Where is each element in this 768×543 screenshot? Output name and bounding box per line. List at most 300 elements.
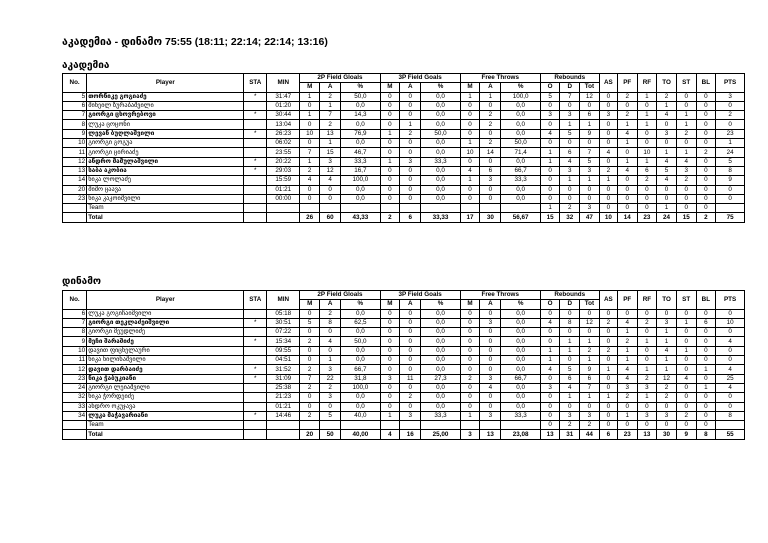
stat-o: 0 bbox=[540, 185, 560, 194]
header-2p-field-goals: 2P Field Gloals bbox=[300, 74, 380, 83]
stat-tot: 1 bbox=[580, 176, 600, 185]
header-no: No. bbox=[63, 291, 87, 310]
empty-cell bbox=[501, 421, 540, 430]
stat-as: 0 bbox=[599, 383, 617, 392]
stat-a3: 0 bbox=[400, 402, 421, 411]
player-name: ნიკა ჭორდეიძე bbox=[87, 393, 244, 402]
stat-d: 0 bbox=[560, 309, 580, 318]
stat-af: 0 bbox=[480, 356, 501, 365]
stat-st: 2 bbox=[676, 129, 696, 138]
total-a2: 50 bbox=[320, 430, 341, 439]
table-row bbox=[63, 166, 745, 175]
stat-o: 1 bbox=[540, 346, 560, 355]
stat-rf: 0 bbox=[637, 356, 657, 365]
stat-d: 3 bbox=[560, 111, 580, 120]
player-number: 7 bbox=[63, 111, 87, 120]
table-row bbox=[63, 148, 745, 157]
stat-tot: 9 bbox=[580, 129, 600, 138]
player-name: გიორგი მეუდლიძე bbox=[87, 328, 244, 337]
player-number: 20 bbox=[63, 185, 87, 194]
stat-pts: 4 bbox=[716, 365, 745, 374]
stat-p2: 76,9 bbox=[341, 129, 380, 138]
stat-pf: 4 bbox=[617, 365, 637, 374]
stat-st: 0 bbox=[676, 204, 696, 213]
stat-tot: 6 bbox=[580, 374, 600, 383]
stat-st: 1 bbox=[676, 120, 696, 129]
stat-st: 1 bbox=[676, 346, 696, 355]
stat-st: 0 bbox=[676, 356, 696, 365]
total-mf: 3 bbox=[460, 430, 480, 439]
total-pf_: 56,67 bbox=[501, 213, 540, 222]
stat-bl: 0 bbox=[696, 120, 716, 129]
stat-bl: 0 bbox=[696, 328, 716, 337]
stat-bl: 0 bbox=[696, 129, 716, 138]
total-pf: 14 bbox=[617, 213, 637, 222]
stat-pf: 1 bbox=[617, 120, 637, 129]
stat-p3: 0,0 bbox=[421, 101, 460, 110]
stat-mf: 0 bbox=[460, 318, 480, 327]
stat-m2: 0 bbox=[300, 393, 320, 402]
stat-a2: 15 bbox=[320, 148, 341, 157]
total-st: 9 bbox=[676, 430, 696, 439]
player-name: ლევან ბუღლაშვილი bbox=[87, 129, 244, 138]
stat-d: 0 bbox=[560, 101, 580, 110]
stat-a3: 0 bbox=[400, 346, 421, 355]
stat-pts: 23 bbox=[716, 129, 745, 138]
stat-bl: 0 bbox=[696, 157, 716, 166]
starter-mark: * bbox=[244, 166, 267, 175]
stat-m2: 0 bbox=[300, 328, 320, 337]
table-row bbox=[63, 111, 745, 120]
stat-as: 0 bbox=[599, 101, 617, 110]
stat-a3: 0 bbox=[400, 194, 421, 203]
stat-mf: 0 bbox=[460, 356, 480, 365]
table-row bbox=[63, 393, 745, 402]
header-sta: STA bbox=[244, 291, 267, 310]
stat-p2: 0,0 bbox=[341, 139, 380, 148]
header-as: AS bbox=[599, 291, 617, 310]
stat-p3: 0,0 bbox=[421, 365, 460, 374]
total-m2: 20 bbox=[300, 430, 320, 439]
stat-d: 0 bbox=[560, 328, 580, 337]
team-label: Team bbox=[87, 204, 244, 213]
stat-m3: 0 bbox=[380, 328, 400, 337]
table-row bbox=[63, 139, 745, 148]
stat-pts: 0 bbox=[716, 101, 745, 110]
stat-to: 4 bbox=[657, 346, 677, 355]
minutes: 01:21 bbox=[267, 402, 300, 411]
table-row bbox=[63, 411, 745, 420]
stat-o: 3 bbox=[540, 111, 560, 120]
stat-p3: 0,0 bbox=[421, 402, 460, 411]
stat-af: 0 bbox=[480, 194, 501, 203]
stat-as: 0 bbox=[599, 402, 617, 411]
stat-pf_: 66,7 bbox=[501, 166, 540, 175]
minutes: 01:20 bbox=[267, 101, 300, 110]
stat-bl: 0 bbox=[696, 346, 716, 355]
stat-a3: 0 bbox=[400, 365, 421, 374]
stat-pf: 1 bbox=[617, 356, 637, 365]
player-name: ნიკა კაკოიშვილი bbox=[87, 194, 244, 203]
starter-mark bbox=[244, 185, 267, 194]
stat-pf: 2 bbox=[617, 393, 637, 402]
subheader-o: O bbox=[540, 83, 560, 92]
stat-p2: 66,7 bbox=[341, 365, 380, 374]
empty-cell bbox=[716, 204, 745, 213]
table-row bbox=[63, 356, 745, 365]
empty-cell bbox=[480, 421, 501, 430]
stat-rf: 1 bbox=[637, 111, 657, 120]
player-number: 11 bbox=[63, 148, 87, 157]
subheader-tot: Tot bbox=[580, 300, 600, 309]
stat-st: 0 bbox=[676, 194, 696, 203]
table-row bbox=[63, 365, 745, 374]
stat-rf: 0 bbox=[637, 101, 657, 110]
stat-m2: 0 bbox=[300, 185, 320, 194]
header-rf: RF bbox=[637, 291, 657, 310]
stat-rf: 2 bbox=[637, 318, 657, 327]
subheader-m: M bbox=[460, 83, 480, 92]
stat-as: 0 bbox=[599, 411, 617, 420]
stat-m2: 10 bbox=[300, 129, 320, 138]
stat-m3: 0 bbox=[380, 365, 400, 374]
total-m3: 2 bbox=[380, 213, 400, 222]
stat-pf_: 50,0 bbox=[501, 139, 540, 148]
stat-m2: 1 bbox=[300, 111, 320, 120]
stat-to: 0 bbox=[657, 139, 677, 148]
stat-a2: 0 bbox=[320, 194, 341, 203]
player-number: 10 bbox=[63, 139, 87, 148]
player-name: ლუკა ცოცონი bbox=[87, 120, 244, 129]
stat-p2: 31,8 bbox=[341, 374, 380, 383]
stat-p2: 0,0 bbox=[341, 328, 380, 337]
stat-to: 4 bbox=[657, 111, 677, 120]
stat-af: 2 bbox=[480, 139, 501, 148]
stat-a3: 0 bbox=[400, 318, 421, 327]
player-name: საბა აკობია bbox=[87, 166, 244, 175]
stat-a3: 11 bbox=[400, 374, 421, 383]
stat-af: 0 bbox=[480, 185, 501, 194]
stat-m2: 0 bbox=[300, 194, 320, 203]
stat-st: 0 bbox=[676, 328, 696, 337]
stat-p3: 33,3 bbox=[421, 411, 460, 420]
stat-m3: 0 bbox=[380, 309, 400, 318]
stat-tot: 12 bbox=[580, 92, 600, 101]
stat-st: 0 bbox=[676, 101, 696, 110]
minutes: 04:51 bbox=[267, 356, 300, 365]
stat-p3: 0,0 bbox=[421, 337, 460, 346]
stat-a2: 1 bbox=[320, 101, 341, 110]
stat-m2: 7 bbox=[300, 374, 320, 383]
stat-pf: 1 bbox=[617, 328, 637, 337]
stat-p2: 16,7 bbox=[341, 166, 380, 175]
header-to: TO bbox=[657, 74, 677, 93]
stat-st: 2 bbox=[676, 411, 696, 420]
stat-p2: 40,0 bbox=[341, 411, 380, 420]
stat-p3: 0,0 bbox=[421, 166, 460, 175]
subheader-o: O bbox=[540, 300, 560, 309]
empty-cell bbox=[300, 421, 320, 430]
stat-a2: 4 bbox=[320, 337, 341, 346]
starter-mark bbox=[244, 383, 267, 392]
empty-cell bbox=[380, 204, 400, 213]
minutes: 00:00 bbox=[267, 194, 300, 203]
stat-pf_: 66,7 bbox=[501, 374, 540, 383]
stat-st: 0 bbox=[676, 337, 696, 346]
stat-o: 0 bbox=[540, 194, 560, 203]
stat-pts: 9 bbox=[716, 176, 745, 185]
stat-to: 0 bbox=[657, 309, 677, 318]
stat-m2: 0 bbox=[300, 309, 320, 318]
header-pts: PTS bbox=[716, 291, 745, 310]
stat-bl: 0 bbox=[696, 421, 716, 430]
stat-tot: 5 bbox=[580, 157, 600, 166]
stat-p3: 0,0 bbox=[421, 318, 460, 327]
stat-m3: 1 bbox=[380, 411, 400, 420]
stat-mf: 0 bbox=[460, 309, 480, 318]
stat-a3: 3 bbox=[400, 157, 421, 166]
table-row bbox=[63, 383, 745, 392]
player-number: 14 bbox=[63, 176, 87, 185]
stat-pts: 24 bbox=[716, 148, 745, 157]
stat-tot: 9 bbox=[580, 365, 600, 374]
stat-st: 1 bbox=[676, 111, 696, 120]
stat-st: 4 bbox=[676, 157, 696, 166]
table-row bbox=[63, 194, 745, 203]
stat-a3: 0 bbox=[400, 356, 421, 365]
stat-rf: 10 bbox=[637, 148, 657, 157]
stat-pf: 1 bbox=[617, 346, 637, 355]
stat-p3: 0,0 bbox=[421, 194, 460, 203]
stat-p3: 0,0 bbox=[421, 120, 460, 129]
stat-mf: 0 bbox=[460, 111, 480, 120]
stat-as: 0 bbox=[599, 185, 617, 194]
stat-pf_: 0,0 bbox=[501, 402, 540, 411]
empty-cell bbox=[267, 421, 300, 430]
player-name: ნიკა ლოლაძე bbox=[87, 176, 244, 185]
total-to: 24 bbox=[657, 213, 677, 222]
stat-m2: 0 bbox=[300, 346, 320, 355]
starter-mark: * bbox=[244, 92, 267, 101]
stat-d: 0 bbox=[560, 185, 580, 194]
stat-o: 0 bbox=[540, 374, 560, 383]
stat-af: 2 bbox=[480, 111, 501, 120]
stat-p2: 0,0 bbox=[341, 393, 380, 402]
stat-to: 0 bbox=[657, 185, 677, 194]
table-row bbox=[63, 157, 745, 166]
empty-cell bbox=[244, 204, 267, 213]
stat-to: 1 bbox=[657, 337, 677, 346]
stat-st: 0 bbox=[676, 309, 696, 318]
player-number: 33 bbox=[63, 402, 87, 411]
stat-m2: 4 bbox=[300, 176, 320, 185]
stat-rf: 2 bbox=[637, 374, 657, 383]
stat-pts: 5 bbox=[716, 157, 745, 166]
stat-p3: 27,3 bbox=[421, 374, 460, 383]
stat-a3: 2 bbox=[400, 129, 421, 138]
stat-d: 3 bbox=[560, 166, 580, 175]
stat-to: 3 bbox=[657, 318, 677, 327]
stat-m3: 1 bbox=[380, 157, 400, 166]
minutes: 07:22 bbox=[267, 328, 300, 337]
stat-a2: 13 bbox=[320, 129, 341, 138]
stat-to: 1 bbox=[657, 356, 677, 365]
header-player: Player bbox=[87, 291, 244, 310]
stat-pf_: 0,0 bbox=[501, 309, 540, 318]
stat-tot: 3 bbox=[580, 166, 600, 175]
total-af: 30 bbox=[480, 213, 501, 222]
stat-mf: 0 bbox=[460, 157, 480, 166]
stat-pf: 0 bbox=[617, 402, 637, 411]
table-row bbox=[63, 129, 745, 138]
stat-rf: 0 bbox=[637, 309, 657, 318]
starter-mark: * bbox=[244, 411, 267, 420]
subheader-pct: % bbox=[501, 83, 540, 92]
subheader-m: M bbox=[300, 83, 320, 92]
empty-cell bbox=[320, 204, 341, 213]
stat-to: 1 bbox=[657, 101, 677, 110]
table-row bbox=[63, 402, 745, 411]
player-name: გიორგი ცირიაძე bbox=[87, 148, 244, 157]
stat-p2: 0,0 bbox=[341, 309, 380, 318]
stat-m2: 2 bbox=[300, 365, 320, 374]
minutes: 21:23 bbox=[267, 393, 300, 402]
stat-m3: 0 bbox=[380, 194, 400, 203]
stat-o: 0 bbox=[540, 120, 560, 129]
stat-pts: 0 bbox=[716, 120, 745, 129]
stat-a3: 0 bbox=[400, 309, 421, 318]
stat-st: 4 bbox=[676, 374, 696, 383]
stat-o: 1 bbox=[540, 204, 560, 213]
stat-o: 1 bbox=[540, 148, 560, 157]
total-pf: 23 bbox=[617, 430, 637, 439]
stat-m3: 0 bbox=[380, 111, 400, 120]
stat-o: 0 bbox=[540, 421, 560, 430]
stat-m3: 0 bbox=[380, 402, 400, 411]
subheader-pct: % bbox=[421, 83, 460, 92]
total-a2: 60 bbox=[320, 213, 341, 222]
stat-mf: 0 bbox=[460, 185, 480, 194]
stat-rf: 1 bbox=[637, 365, 657, 374]
stat-bl: 0 bbox=[696, 393, 716, 402]
player-number: 9 bbox=[63, 337, 87, 346]
stat-af: 0 bbox=[480, 402, 501, 411]
stat-p2: 100,0 bbox=[341, 383, 380, 392]
stat-d: 1 bbox=[560, 120, 580, 129]
header-rf: RF bbox=[637, 74, 657, 93]
stat-mf: 0 bbox=[460, 402, 480, 411]
stat-st: 3 bbox=[676, 166, 696, 175]
box-score-table bbox=[62, 73, 745, 223]
starter-mark bbox=[244, 356, 267, 365]
stat-pts: 0 bbox=[716, 328, 745, 337]
stat-o: 4 bbox=[540, 129, 560, 138]
stat-pf: 2 bbox=[617, 92, 637, 101]
stat-p3: 0,0 bbox=[421, 393, 460, 402]
team-name: დინამო bbox=[62, 276, 102, 287]
subheader-tot: Tot bbox=[580, 83, 600, 92]
subheader-m: M bbox=[300, 300, 320, 309]
page-title: აკადემია - დინამო 75:55 (18:11; 22:14; 22:14; 13:16) bbox=[62, 36, 328, 48]
total-as: 10 bbox=[599, 213, 617, 222]
stat-mf: 0 bbox=[460, 194, 480, 203]
stat-mf: 0 bbox=[460, 101, 480, 110]
stat-pts: 0 bbox=[716, 194, 745, 203]
table-row bbox=[63, 309, 745, 318]
table-row bbox=[63, 374, 745, 383]
stat-mf: 1 bbox=[460, 139, 480, 148]
stat-m2: 0 bbox=[300, 120, 320, 129]
total-pts: 75 bbox=[716, 213, 745, 222]
stat-o: 0 bbox=[540, 309, 560, 318]
stat-pf: 4 bbox=[617, 129, 637, 138]
header-bl: BL bbox=[696, 291, 716, 310]
stat-pts: 25 bbox=[716, 374, 745, 383]
stat-tot: 0 bbox=[580, 328, 600, 337]
stat-rf: 0 bbox=[637, 139, 657, 148]
stat-af: 0 bbox=[480, 346, 501, 355]
stat-mf: 0 bbox=[460, 365, 480, 374]
stat-m3: 0 bbox=[380, 92, 400, 101]
stat-a3: 0 bbox=[400, 139, 421, 148]
stat-bl: 0 bbox=[696, 356, 716, 365]
player-name: გიორგი ლეიაშვილი bbox=[87, 383, 244, 392]
starter-mark bbox=[244, 101, 267, 110]
empty-cell bbox=[63, 213, 87, 222]
empty-cell bbox=[267, 430, 300, 439]
stat-d: 2 bbox=[560, 421, 580, 430]
stat-pf_: 0,0 bbox=[501, 337, 540, 346]
stat-m2: 2 bbox=[300, 166, 320, 175]
stat-d: 0 bbox=[560, 194, 580, 203]
stat-mf: 0 bbox=[460, 346, 480, 355]
stat-m3: 3 bbox=[380, 374, 400, 383]
stat-d: 4 bbox=[560, 157, 580, 166]
total-rf: 13 bbox=[637, 430, 657, 439]
stat-mf: 0 bbox=[460, 393, 480, 402]
stat-mf: 1 bbox=[460, 176, 480, 185]
stat-to: 0 bbox=[657, 402, 677, 411]
stat-as: 1 bbox=[599, 176, 617, 185]
stat-mf: 0 bbox=[460, 129, 480, 138]
player-number: 13 bbox=[63, 166, 87, 175]
stat-rf: 6 bbox=[637, 166, 657, 175]
stat-rf: 0 bbox=[637, 185, 657, 194]
stat-a3: 0 bbox=[400, 176, 421, 185]
starter-mark bbox=[244, 120, 267, 129]
stat-p3: 0,0 bbox=[421, 148, 460, 157]
stat-st: 0 bbox=[676, 393, 696, 402]
stat-d: 8 bbox=[560, 318, 580, 327]
total-m2: 26 bbox=[300, 213, 320, 222]
stat-bl: 0 bbox=[696, 166, 716, 175]
player-number: 12 bbox=[63, 157, 87, 166]
stat-m3: 0 bbox=[380, 393, 400, 402]
stat-st: 1 bbox=[676, 148, 696, 157]
stat-bl: 0 bbox=[696, 402, 716, 411]
header-player: Player bbox=[87, 74, 244, 93]
stat-p3: 33,3 bbox=[421, 157, 460, 166]
player-number: 6 bbox=[63, 101, 87, 110]
stat-o: 0 bbox=[540, 101, 560, 110]
subheader-a: A bbox=[400, 300, 421, 309]
stat-a2: 12 bbox=[320, 166, 341, 175]
stat-st: 0 bbox=[676, 421, 696, 430]
empty-cell bbox=[460, 421, 480, 430]
player-number: 34 bbox=[63, 411, 87, 420]
player-number: 8 bbox=[63, 328, 87, 337]
minutes: 30:44 bbox=[267, 111, 300, 120]
